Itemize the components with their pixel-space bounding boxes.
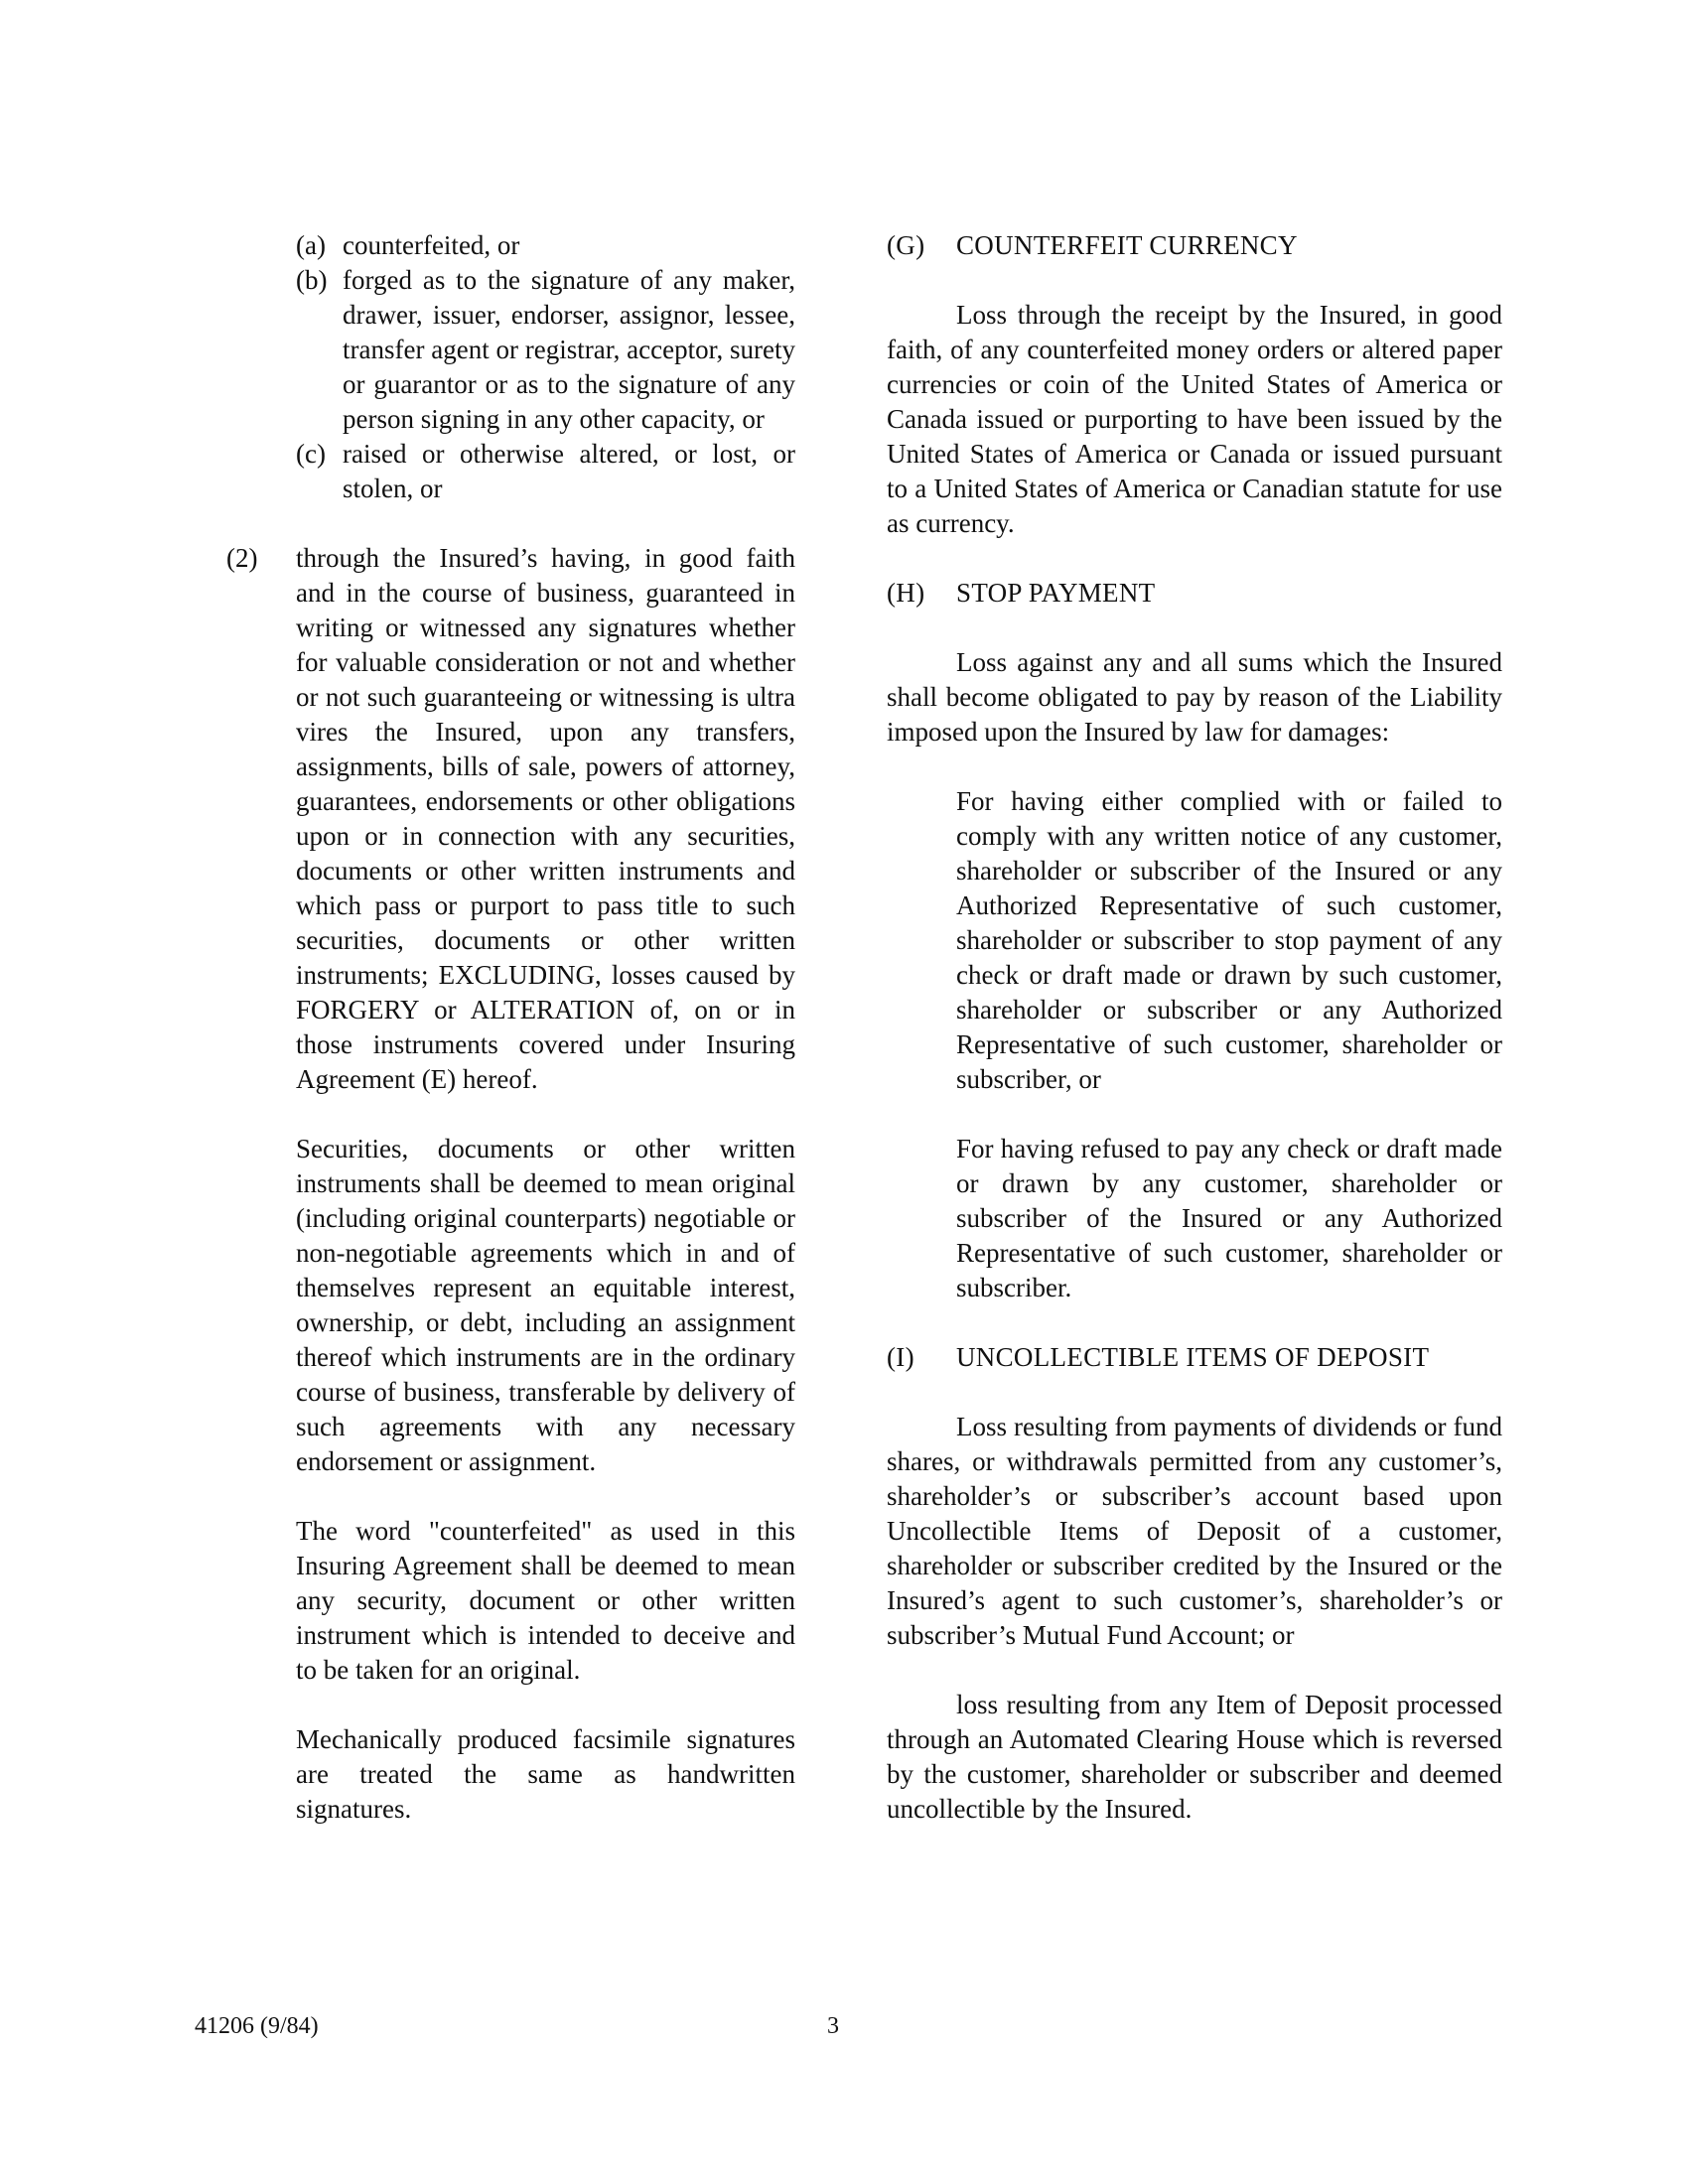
sub-item-list <box>296 228 795 506</box>
section-title: COUNTERFEIT CURRENCY <box>956 230 1298 260</box>
sub-item-text: forged as to the signature of any maker, drawer, issuer, endorser, assignor, lessee, transfer agent or registrar, acceptor, surety or guarantor or as to the signature of any person signing in any other capacity, or <box>343 265 795 434</box>
securities-definition-paragraph: Securities, documents or other written instruments shall be deemed to mean original (including original counterparts) negotiable or non-negotiable agreements which in and of themselves represent an equitable interest, ownership, or debt, including an assignment thereof which instruments are in the ordinary course of business, transferable by delivery of such agreements with any necessary endorsement or assignment. <box>296 1134 795 1476</box>
sub-item-text: counterfeited, or <box>343 230 520 260</box>
section-heading-h <box>887 576 1502 611</box>
section-marker: (H) <box>887 578 925 608</box>
section-marker: (G) <box>887 230 925 260</box>
sub-item-marker: (c) <box>296 439 326 469</box>
left-column <box>226 228 795 1827</box>
sub-item-c <box>296 437 795 506</box>
section-title: STOP PAYMENT <box>956 578 1156 608</box>
form-number: 41206 (9/84) <box>195 2013 319 2039</box>
numbered-item-text: through the Insured’s having, in good faith and in the course of business, guaranteed in writing or witnessed any signatures whether for valuable consideration or not and whether or not such guaranteeing or witnessing is ultra vires the Insured, upon any transfers, assignments, bills of sale, powers of attorney, guarantees, endorsements or other obligations upon or in connection with any securities, documents or other written instruments and which pass or purport to pass title to such securities, documents or other written instruments; EXCLUDING, losses caused by FORGERY or ALTERATION of, on or in those instruments covered under Insuring Agreement (E) hereof. <box>296 543 795 1094</box>
sub-item-b <box>296 263 795 437</box>
section-heading-i <box>887 1340 1502 1375</box>
stop-payment-subparagraph: For having refused to pay any check or draft made or drawn by any customer, shareholder or subscriber of the Insured or any Authorized Representative of such customer, shareholder or subscriber. <box>956 1134 1502 1302</box>
counterfeited-definition-paragraph: The word "counterfeited" as used in this Insuring Agreement shall be deemed to mean any security, document or other written instrument which is intended to deceive and to be taken for an original. <box>296 1516 795 1685</box>
stop-payment-subparagraph: For having either complied with or failed to comply with any written notice of any customer, shareholder or subscriber of the Insured or any Authorized Representative of such customer, shareholder or subscriber to stop payment of any check or draft made or drawn by such customer, shareholder or subscriber or any Authorized Representative of such customer, shareholder or subscriber, or <box>956 786 1502 1094</box>
uncollectible-items-paragraph: loss resulting from any Item of Deposit processed through an Automated Clearing House which is reversed by the customer, shareholder or subscriber and deemed uncollectible by the Insured. <box>887 1690 1502 1824</box>
numbered-item-marker: (2) <box>226 543 258 573</box>
section-heading-g <box>887 228 1502 263</box>
section-title: UNCOLLECTIBLE ITEMS OF DEPOSIT <box>956 1342 1430 1372</box>
sub-item-text: raised or otherwise altered, or lost, or stolen, or <box>343 439 795 503</box>
counterfeit-currency-paragraph: Loss through the receipt by the Insured, in good faith, of any counterfeited money orders or altered paper currencies or coin of the United States of America or Canada issued or purporting to have been issued by the United States of America or Canada or issued pursuant to a United States of America or Canadian statute for use as currency. <box>887 300 1502 538</box>
sub-item-marker: (a) <box>296 230 326 260</box>
page-number: 3 <box>827 2013 839 2039</box>
sub-item-a <box>296 228 795 263</box>
section-marker: (I) <box>887 1342 914 1372</box>
uncollectible-items-paragraph: Loss resulting from payments of dividends or fund shares, or withdrawals permitted from any customer’s, shareholder’s or subscriber’s account based upon Uncollectible Items of Deposit of a customer, shareholder or subscriber credited by the Insured or the Insured’s agent to such customer’s, shareholder’s or subscriber’s Mutual Fund Account; or <box>887 1412 1502 1650</box>
facsimile-signatures-paragraph: Mechanically produced facsimile signatures are treated the same as handwritten signatures. <box>296 1724 795 1824</box>
sub-item-marker: (b) <box>296 265 328 295</box>
numbered-item-2 <box>226 541 795 1097</box>
stop-payment-paragraph: Loss against any and all sums which the Insured shall become obligated to pay by reason of the Liability imposed upon the Insured by law for damages: <box>887 647 1502 747</box>
right-column <box>887 228 1502 1827</box>
